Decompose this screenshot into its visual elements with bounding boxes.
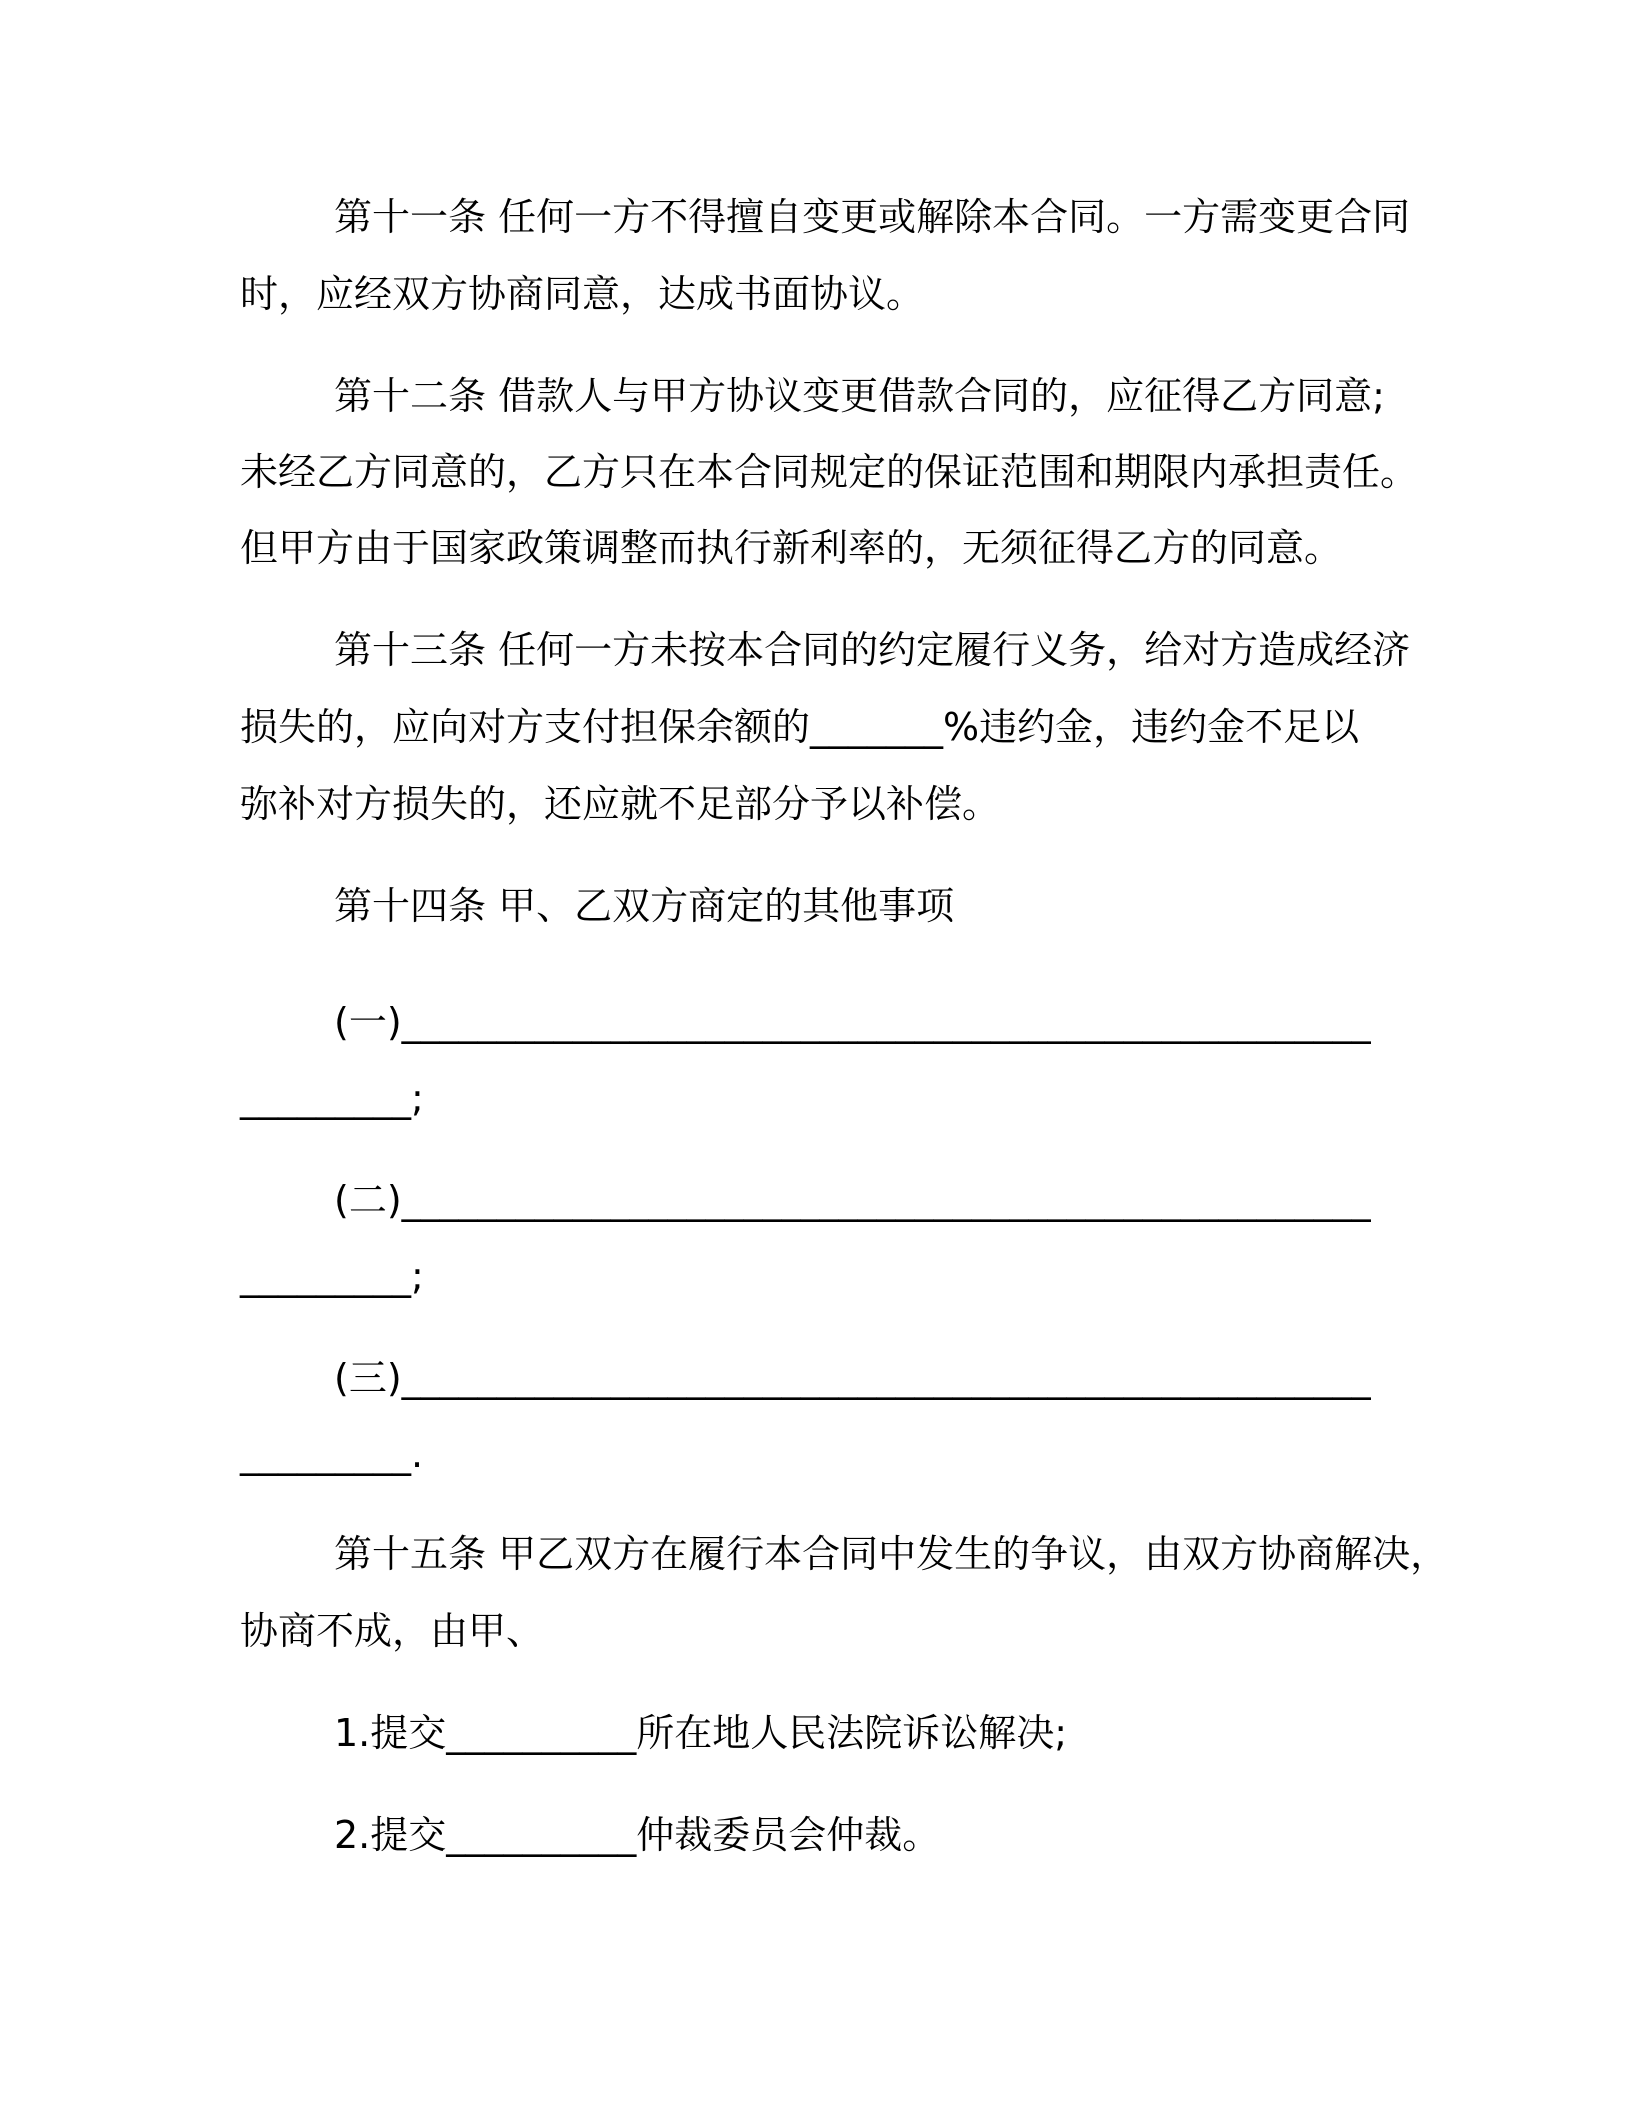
article-12-line-3: 但甲方由于国家政策调整而执行新利率的，无须征得乙方的同意。 bbox=[240, 526, 1343, 570]
article-13-line-2: 损失的，应向对方支付担保余额的_______%违约金，违约金不足以 bbox=[240, 705, 1360, 749]
article-14-heading: 第十四条 甲、乙双方商定的其他事项 bbox=[334, 884, 955, 928]
article-12-line-2: 未经乙方同意的，乙方只在本合同规定的保证范围和期限内承担责任。 bbox=[240, 450, 1419, 494]
article-15-line-1: 第十五条 甲乙双方在履行本合同中发生的争议，由双方协商解决， bbox=[334, 1532, 1449, 1576]
article-14-item-2-line-1: (二)___________________________________________________ bbox=[334, 1178, 1371, 1222]
article-15-option-1: 1.提交__________所在地人民法院诉讼解决; bbox=[334, 1711, 1068, 1755]
article-14-item-2-line-2: _________; bbox=[240, 1254, 424, 1298]
article-13-line-1: 第十三条 任何一方未按本合同的约定履行义务，给对方造成经济 bbox=[334, 628, 1411, 672]
article-12-line-1: 第十二条 借款人与甲方协议变更借款合同的，应征得乙方同意; bbox=[334, 374, 1385, 418]
article-15-option-2: 2.提交__________仲裁委员会仲裁。 bbox=[334, 1813, 941, 1857]
article-14-item-1-line-2: _________; bbox=[240, 1076, 424, 1120]
article-11-line-1: 第十一条 任何一方不得擅自变更或解除本合同。一方需变更合同 bbox=[334, 195, 1411, 239]
article-11-line-2: 时，应经双方协商同意，达成书面协议。 bbox=[240, 272, 925, 316]
article-14-item-1-line-1: (一)___________________________________________________ bbox=[334, 1000, 1371, 1044]
article-14-item-3-line-1: (三)___________________________________________________ bbox=[334, 1356, 1371, 1400]
article-14-item-3-line-2: _________. bbox=[240, 1432, 424, 1476]
article-13-line-3: 弥补对方损失的，还应就不足部分予以补偿。 bbox=[240, 782, 1001, 826]
article-15-line-2: 协商不成，由甲、 bbox=[240, 1609, 545, 1653]
